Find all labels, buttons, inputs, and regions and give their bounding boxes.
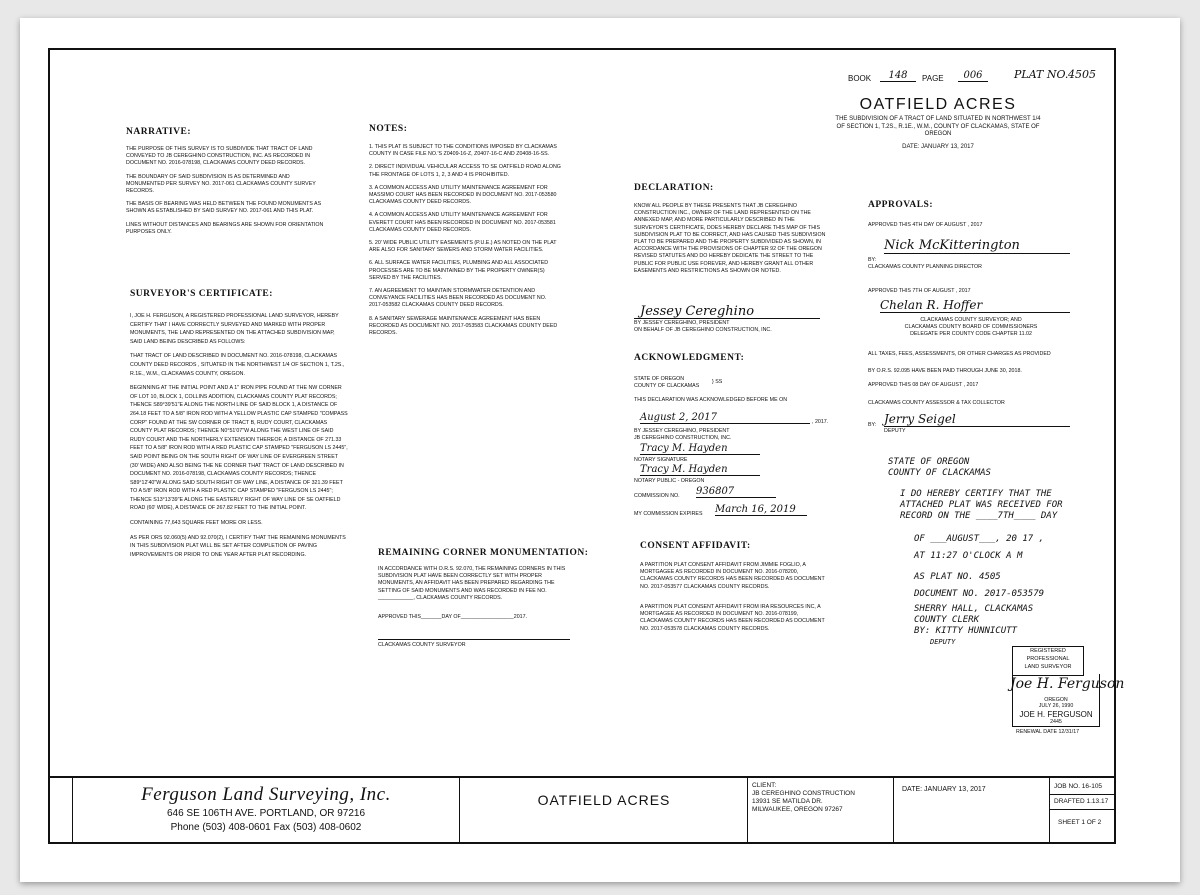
declaration-on-behalf: ON BEHALF OF JB CEREGHINO CONSTRUCTION, INC. <box>634 327 772 333</box>
recording-line: BY: KITTY HUNNICUTT <box>914 626 1017 636</box>
assessor-by: BY: <box>868 422 877 428</box>
narrative-text <box>126 146 324 242</box>
plat-label: PLAT NO. <box>1014 68 1069 81</box>
ack-year-suffix: , 2017. <box>812 419 829 425</box>
commission-expires: March 16, 2019 <box>715 504 807 516</box>
seal-name: JOE H. FERGUSON <box>1019 710 1093 719</box>
planning-director-signature: Nick McKitterington <box>884 238 1070 254</box>
ack-state: STATE OF OREGON <box>634 376 685 382</box>
narrative-paragraph: LINES WITHOUT DISTANCES AND BEARINGS ARE SHOWN FOR ORIENTATION PURPOSES ONLY. <box>126 221 324 235</box>
approval-assessor-date: APPROVED THIS 08 DAY OF AUGUST , 2017 <box>868 382 979 388</box>
drafted-date: DRAFTED 1.13.17 <box>1054 798 1109 805</box>
ack-text: THIS DECLARATION WAS ACKNOWLEDGED BEFORE ME ON <box>634 397 788 403</box>
declaration-heading: DECLARATION: <box>634 183 714 193</box>
seal-land-surveyor: LAND SURVEYOR <box>1024 664 1072 670</box>
approval-planning-by: BY: <box>868 257 877 263</box>
seal-date: JULY 26, 1990 <box>1038 703 1074 709</box>
approval-planning-date: APPROVED THIS 4TH DAY OF AUGUST , 2017 <box>868 222 983 228</box>
job-cell <box>1050 778 1114 844</box>
assessor-signature: Jerry Seigel <box>884 412 1070 427</box>
assessor-deputy-label: DEPUTY <box>884 428 906 434</box>
recording-line: COUNTY OF CLACKAMAS <box>888 468 991 478</box>
consent-affidavit-heading: CONSENT AFFIDAVIT: <box>640 541 751 551</box>
consent-paragraph-2: A PARTITION PLAT CONSENT AFFIDAVIT FROM IRA RESOURCES INC, A MORTGAGEE AS RECORDED IN DOCUMENT NO. 2016-078199, CLACKAMAS COUNTY RECORDS HAS BEEN RECORDED AS DOCUMENT NO. 2017-053578 CLACKAMAS COUNTY RECORDS. <box>640 604 825 632</box>
notary-name: Tracy M. Hayden <box>640 464 760 476</box>
sheet-number: SHEET 1 OF 2 <box>1058 819 1102 826</box>
narrative-paragraph: THE BASIS OF BEARING WAS HELD BETWEEN THE FOUND MONUMENTS AS SHOWN AS ESTABLISHED BY SAID SURVEY NO. 2017-061 AND THIS PLAT. <box>126 201 322 215</box>
plat-title: OATFIELD ACRES <box>859 96 1017 113</box>
client-address-2: MILWAUKEE, OREGON 97267 <box>752 806 843 813</box>
ack-date: August 2, 2017 <box>640 412 810 424</box>
company-name: Ferguson Land Surveying, Inc. <box>141 784 391 805</box>
recording-line: ATTACHED PLAT WAS RECEIVED FOR <box>900 500 1063 510</box>
seal-oregon: OREGON <box>1044 697 1068 703</box>
recording-line: DEPUTY <box>930 638 956 646</box>
county-surveyor-signature-line <box>378 639 570 640</box>
client-name: JB CEREGHINO CONSTRUCTION <box>752 790 855 797</box>
recording-line: COUNTY CLERK <box>914 615 980 625</box>
company-cell <box>72 778 460 844</box>
surveyor-certificate-text <box>130 312 348 565</box>
recording-line: RECORD ON THE ____7TH____ DAY <box>900 511 1058 521</box>
recording-certificate <box>888 454 1088 651</box>
note-item: 6. ALL SURFACE WATER FACILITIES, PLUMBING AND ALL ASSOCIATED PROCESSES ARE TO BE MAINTAINED BY THE PROPERTY OWNER(S) SERVED BY THE FACILITIES. <box>369 260 549 281</box>
recording-line: DOCUMENT NO. 2017-053579 <box>914 589 1045 599</box>
recording-line: I DO HEREBY CERTIFY THAT THE <box>900 489 1052 499</box>
taxes-paid-text: BY O.R.S. 92.095 HAVE BEEN PAID THROUGH JUNE 30, 2018. <box>868 368 1022 374</box>
certificate-paragraph: AS PER ORS 92.060(5) AND 92.070(2), I CERTIFY THAT THE REMAINING MONUMENTS IN THIS SUBDIVISION PLAT WILL BE SET AFTER COMPLETION OF PAVING IMPROVEMENTS OR PRIOR TO ONE YEAR AFTER PLAT RECORDING. <box>130 534 346 558</box>
page-label: PAGE <box>922 74 944 83</box>
book-number: 148 <box>880 70 916 82</box>
certificate-paragraph: THAT TRACT OF LAND DESCRIBED IN DOCUMENT NO. 2016-078198, CLACKAMAS COUNTY DEED RECORDS , SITUATED IN THE NORTHWEST 1/4 OF SECTION 1, T.2S., R.1E., W.M., CLACKAMAS COUNTY, OREGON. <box>130 353 345 377</box>
job-divider <box>1050 794 1114 795</box>
note-item: 3. A COMMON ACCESS AND UTILITY MAINTENANCE AGREEMENT FOR MASSIMO COURT HAS BEEN RECORDED IN DOCUMENT NO. 2017-053580 CLACKAMAS COUNTY DEED RECORDS. <box>369 184 557 206</box>
narrative-paragraph: THE BOUNDARY OF SAID SUBDIVISION IS AS DETERMINED AND MONUMENTED PER SURVEY NO. 2017-061 CLACKAMAS COUNTY SURVEY RECORDS. <box>126 173 316 195</box>
declaration-text: KNOW ALL PEOPLE BY THESE PRESENTS THAT JB CEREGHINO CONSTRUCTION INC., OWNER OF THE LAND REPRESENTED ON THE ANNEXED MAP, AND MORE PARTICULARLY DESCRIBED IN THE SURVEYOR'S CERTIFICATE, DOES HEREBY DECLARE THIS MAP OF THIS SUBDIVISION PLAT TO BE CORRECT, AND HAS CAUSED THIS SUBDIVISION PLAT TO BE PREPARED AND THE PROPERTY SUBDIVIDED AS SHOWN, IN ACCORDANCE WITH THE PROVISIONS OF CHAPTER 92 OF THE OREGON REVISED STATUTES AND DO HEREBY DEDICATE THE STREET TO THE PUBLIC FOR PUBLIC USE FOREVER, AND HEREBY GRANT ALL OTHER EASEMENTS AND RESTRICTIONS AS SHOWN OR NOTED. <box>634 203 826 274</box>
ack-ss: } SS <box>712 379 723 385</box>
notary-public-label: NOTARY PUBLIC - OREGON <box>634 478 705 484</box>
book-label: BOOK <box>848 74 872 83</box>
consent-paragraph-1: A PARTITION PLAT CONSENT AFFIDAVIT FROM JIMMIE FOGLIO, A MORTGAGEE AS RECORDED IN DOCUMENT NO. 2016-078200, CLACKAMAS COUNTY RECORDS HAS BEEN RECORDED AS DOCUMENT NO. 2017-053577 CLACKAMAS COUNTY RECORDS. <box>640 562 825 590</box>
page-number: 006 <box>958 70 988 82</box>
drafted-divider <box>1050 809 1114 810</box>
remaining-monumentation-text: IN ACCORDANCE WITH O.R.S. 92.070, THE REMAINING CORNERS IN THIS SUBDIVISION PLAT HAVE BEEN CORRECTLY SET WITH PROPER MONUMENTS, AN AFFIDAVIT HAS BEEN PREPARED REGARDING THE SETTING OF SAID MONUMENTS AND WAS RECORDED IN FEE NO. ____________, CLACKAMAS COUNTY RECORDS. <box>378 566 566 601</box>
commission-label: COMMISSION NO. <box>634 493 680 499</box>
seal-professional: PROFESSIONAL <box>1026 656 1070 662</box>
plat-number: 4505 <box>1068 68 1096 81</box>
seal-registered: REGISTERED <box>1030 648 1066 654</box>
declaration-by: BY JESSEY CEREGHINO, PRESIDENT <box>634 320 730 326</box>
surveyor-certificate-heading: SURVEYOR'S CERTIFICATE: <box>130 289 273 299</box>
narrative-paragraph: THE PURPOSE OF THIS SURVEY IS TO SUBDIVIDE THAT TRACT OF LAND CONVEYED TO JB CEREGHINO CONSTRUCTION, INC. AS RECORDED IN DOCUMENT NO. 2016-078198, CLACKAMAS COUNTY DEED RECORDS. <box>126 146 313 167</box>
certificate-paragraph: I, JOE H. FERGUSON, A REGISTERED PROFESSIONAL LAND SURVEYOR, HEREBY CERTIFY THAT I HAVE CORRECTLY SURVEYED AND MARKED WITH PROPER MONUMENTS, THE LAND REPRESENTED ON THE ATTACHED SUBDIVISION MAP, SAID LAND BEING DESCRIBED AS FOLLOWS: <box>130 313 339 345</box>
note-item: 4. A COMMON ACCESS AND UTILITY MAINTENANCE AGREEMENT FOR EVERETT COURT HAS BEEN RECORDED IN DOCUMENT NO. 2017-053581 CLACKAMAS COUNTY DEED RECORDS. <box>369 212 556 233</box>
recording-line: STATE OF OREGON <box>888 457 970 467</box>
recording-line: AT 11:27 O'CLOCK A M <box>914 551 1023 561</box>
note-item: 8. A SANITARY SEWERAGE MAINTENANCE AGREEMENT HAS BEEN RECORDED AS DOCUMENT NO. 2017-053583 CLACKAMAS COUNTY DEED RECORDS. <box>369 315 558 337</box>
approval-surveyor-role: CLACKAMAS COUNTY SURVEYOR; AND <box>920 317 1022 323</box>
notary-signature: Tracy M. Hayden <box>640 443 760 455</box>
company-phone: Phone (503) 408-0601 Fax (503) 408-0602 <box>170 822 362 833</box>
assessor-label: CLACKAMAS COUNTY ASSESSOR & TAX COLLECTOR <box>868 400 1005 406</box>
commission-expires-label: MY COMMISSION EXPIRES <box>634 511 703 517</box>
recording-line: AS PLAT NO. 4505 <box>914 572 1001 582</box>
taxes-text: ALL TAXES, FEES, ASSESSMENTS, OR OTHER CHARGES AS PROVIDED <box>868 351 1051 357</box>
narrative-heading: NARRATIVE: <box>126 127 191 137</box>
ack-county: COUNTY OF CLACKAMAS <box>634 383 700 389</box>
acknowledgment-heading: ACKNOWLEDGMENT: <box>634 353 745 363</box>
plat-date: DATE: JANUARY 13, 2017 <box>902 144 974 150</box>
declaration-signature-line <box>634 318 820 319</box>
recording-line: SHERRY HALL, CLACKAMAS <box>914 604 1034 614</box>
approvals-heading: APPROVALS: <box>868 200 933 210</box>
company-address: 646 SE 106TH AVE. PORTLAND, OR 97216 <box>166 808 366 819</box>
notes-list <box>369 144 561 343</box>
note-item: 5. 20' WIDE PUBLIC UTILITY EASEMENTS (P.U.E.) AS NOTED ON THE PLAT ARE ALSO FOR SANITARY SEWERS AND STORM WATER FACILITIES. <box>369 240 557 254</box>
notary-signature-label: NOTARY SIGNATURE <box>634 457 688 463</box>
title-strip <box>48 776 1116 844</box>
declaration-signature: Jessey Cereghino <box>640 304 755 319</box>
note-item: 1. THIS PLAT IS SUBJECT TO THE CONDITIONS IMPOSED BY CLACKAMAS COUNTY IN CASE FILE NO.'S Z0409-16-Z, Z0407-16-C AND Z0408-16-SS. <box>369 144 557 158</box>
project-name: OATFIELD ACRES <box>537 792 671 808</box>
certificate-paragraph: CONTAINING 77,643 SQUARE FEET MORE OR LESS. <box>130 520 263 527</box>
approval-board-role: CLACKAMAS COUNTY BOARD OF COMMISSIONERS <box>904 324 1038 330</box>
planning-director-label: CLACKAMAS COUNTY PLANNING DIRECTOR <box>868 264 983 270</box>
remaining-approved-line: APPROVED THIS_______DAY OF__________________2017. <box>378 614 528 620</box>
approval-surveyor-date: APPROVED THIS 7TH OF AUGUST , 2017 <box>868 288 971 294</box>
project-cell <box>460 778 748 844</box>
county-surveyor-signature: Chelan R. Hoffer <box>880 298 1070 313</box>
seal-renewal: RENEWAL DATE 12/31/17 <box>1016 729 1080 735</box>
certificate-paragraph: BEGINNING AT THE INITIAL POINT AND A 1" IRON PIPE FOUND AT THE NW CORNER OF LOT 10, BLOCK 1, COLLINS ADDITION, CLACKAMAS COUNTY PLAT RECORDS; THENCE S89°39'51"E ALONG THE NORTH LINE OF SAID BLOCK 1, A DISTANCE OF 264.18 FEET TO A 5/8" IRON ROD WITH A YELLOW PLASTIC CAP STAMPED "COMPASS CORP" FOUND AT THE SW CORNER OF TRACT B, RUDY COURT, CLACKAMAS COUNTY PLAT RECORDS; THENCE N0°51'07"W ALONG THE WEST LINE OF SAID RUDY COURT AND THE NORTHERLY EXTENSION THEREOF, A DISTANCE OF 271.33 FEET TO A 5/8" IRON ROD WITH A RED PLASTIC CAP STAMPED "FERGUSON LS 2445", SAID POINT BEING ON THE SOUTH RIGHT OF WAY LINE OF EVERGREEN STREET (30' WIDE) AND ALSO BEING THE NE CORNER THAT TRACT OF LAND DESCRIBED IN DOCUMENT NO. 2016-078198, CLACKAMAS COUNTY RECORDS; THENCE S89°12'40"W ALONG SAID SOUTH RIGHT OF WAY LINE, A DISTANCE OF 321.39 FEET TO A 5/8" IRON ROD WITH A RED PLASTIC CAP STAMPED "FERGUSON LS 2445"; THENCE S13°13'39"E ALONG THE EASTERLY RIGHT OF WAY LINE OF SE OATFIELD ROAD (60' WIDE), A DISTANCE OF 267.82 FEET TO THE INITIAL POINT. <box>130 385 348 512</box>
note-item: 7. AN AGREEMENT TO MAINTAIN STORMWATER DETENTION AND CONVEYANCE FACILITIES HAS BEEN RECORDED AS DOCUMENT NO. 2017-053582 CLACKAMAS COUNTY DEED RECORDS. <box>369 288 547 309</box>
approval-delegate-role: DELEGATE PER COUNTY CODE CHAPTER 11.02 <box>910 331 1032 337</box>
date-cell <box>894 778 1050 844</box>
surveyor-seal-signature: Joe H. Ferguson <box>1010 676 1125 692</box>
client-cell <box>748 778 894 844</box>
client-address-1: 13931 SE MATILDA DR. <box>752 798 823 805</box>
plat-description: THE SUBDIVISION OF A TRACT OF LAND SITUATED IN NORTHWEST 1/4 OF SECTION 1, T.2S., R.1E., W.M., COUNTY OF CLACKAMAS, STATE OF OREGON <box>835 116 1041 138</box>
ack-company: JB CEREGHINO CONSTRUCTION, INC. <box>634 435 732 441</box>
ack-by: BY JESSEY CEREGHINO, PRESIDENT <box>634 428 730 434</box>
job-number: JOB NO. 16-105 <box>1054 783 1103 790</box>
client-label: CLIENT: <box>752 782 777 789</box>
recording-line: OF ___AUGUST___, 20 17 , <box>914 534 1045 544</box>
county-surveyor-label: CLACKAMAS COUNTY SURVEYOR <box>378 642 466 648</box>
surveyor-seal-header <box>1012 646 1084 676</box>
footer-date: DATE: JANUARY 13, 2017 <box>902 786 986 793</box>
note-item: 2. DIRECT INDIVIDUAL VEHICULAR ACCESS TO SE OATFIELD ROAD ALONG THE FRONTAGE OF LOTS 1, 2, 3 AND 4 IS PROHIBITED. <box>369 164 561 178</box>
commission-number: 936807 <box>696 486 776 498</box>
notes-heading: NOTES: <box>369 124 408 134</box>
seal-number: 2445 <box>1050 719 1062 725</box>
remaining-monumentation-heading: REMAINING CORNER MONUMENTATION: <box>378 548 589 558</box>
